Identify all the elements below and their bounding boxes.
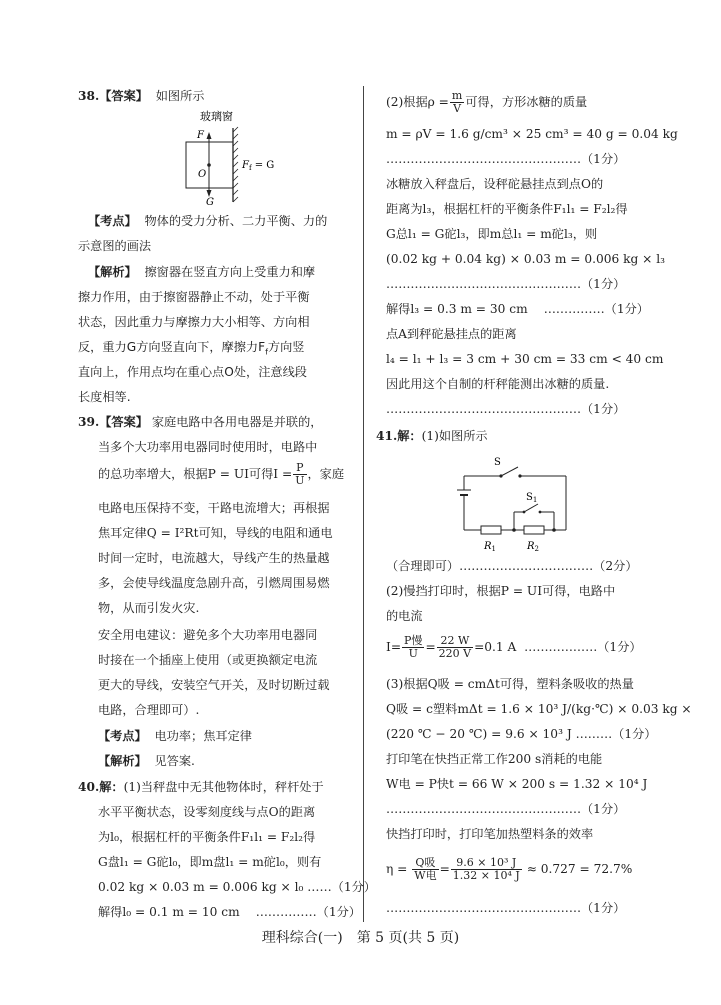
q39-line6: 时间一定时，电流越大，导线产生的热量越 [98,551,330,565]
ff-equals-g: $F_f = G$ [242,160,275,172]
q39-frac-den: U [295,474,305,487]
q40-r-line4: 冰糖放入秤盘后，设秤砣悬挂点到点O的 [386,177,604,191]
q39-line8: 物，从而引发火灾. [98,601,200,615]
q39-kaodian-text: 电功率；焦耳定律 [154,729,252,743]
q40-r-line9: 解得l₃ = 0.3 m = 30 cm ……………（1分） [386,302,649,316]
q38-jiexi-line3: 状态，因此重力与摩擦力大小相等、方向相 [78,315,310,329]
q41-efficiency-equation: η = $\frac{\text{Q吸}}{\text{W电}}$ = $\frac{\text{9.6 × 10³ J}}{\text{1.32 × 10⁴ J}}$ ≈ 0.727 = 72.7% [386,856,633,882]
q40-r-line7: (0.02 kg + 0.04 kg) × 0.03 m = 0.006 kg × l₃ [386,252,666,266]
q41-number: 41. [376,429,398,443]
q40-line6: 解得l₀ = 0.1 m = 10 cm ……………（1分） [98,905,361,919]
q41-line4: 的电流 [386,609,423,623]
friction-arrowhead [207,132,212,139]
q41-line11: 快挡打印时，打印笔加热塑料条的效率 [386,827,594,841]
q41-line5: (3)根据Q吸 = cmΔt可得，塑料条吸收的热量 [386,677,634,691]
q41-line12: …………………………………………（1分） [386,901,626,915]
q41-line9: W电 = P快t = 66 W × 200 s = 1.32 × 10⁴ J [386,777,648,791]
s1-label: $S_1$ [526,492,538,504]
q38-kaodian-tag: 【考点】 [88,214,137,228]
q39-line3: 的总功率增大，根据P = UI可得I = $\frac{P}{U}$ ，家庭 [98,461,345,487]
q39-line7: 多，会使导线温度急剧升高，引燃周围易燃 [98,576,330,590]
q40-r-line2: m = ρV = 1.6 g/cm³ × 25 cm³ = 40 g = 0.04 kg [386,127,678,141]
glass-hatch [233,127,238,202]
q39-line9: 安全用电建议：避免多个大功率用电器同 [98,628,318,642]
q40-line1: (1)当秤盘中无其他物体时，秤杆处于 [123,780,324,794]
q38-kaodian [88,213,327,229]
r1-label: $R_1$ [484,541,496,553]
q41-line6: Q吸 = c塑料mΔt = 1.6 × 10³ J/(kg·℃) × 0.03 kg × [386,702,692,716]
q41-line8: 打印笔在快挡正常工作200 s消耗的电能 [386,752,603,766]
r2-label: $R_2$ [527,541,539,553]
page-footer: 理科综合(一) 第 5 页(共 5 页) [261,930,460,946]
q39-line1: 家庭电路中各用电器是并联的， [151,415,323,429]
q39-line12: 电路，合理即可）. [98,703,200,717]
q39-jiexi-tag: 【解析】 [98,754,147,768]
q40-line5: 0.02 kg × 0.03 m = 0.006 kg × l₀ ……（1分） [98,880,376,894]
q40-r-line1: (2)根据ρ = $\frac{m}{V}$ 可得，方形冰糖的质量 [386,89,588,115]
q38-jiexi-line6: 长度相等. [78,390,131,404]
q38-jiexi-tag: 【解析】 [88,265,137,279]
q41-line2: （合理即可）……………………………（2分） [386,559,638,573]
q40-r-line11: l₄ = l₁ + l₃ = 3 cm + 30 cm = 33 cm < 40 cm [386,352,664,366]
q39-line4: 电路电压保持不变，干路电流增大；再根据 [98,501,330,515]
f-label: F [197,130,204,141]
q38-answer-tag: 【答案】 [99,89,148,103]
q40-r-line13: …………………………………………（1分） [386,402,626,416]
q40-line2: 水平平衡状态，设零刻度线与点O的距离 [98,805,316,819]
q40-line4: G盘l₁ = G砣l₀，即m盘l₁ = m砣l₀，则有 [98,855,322,869]
q38-jiexi [88,264,315,280]
q39-number: 39. [78,415,100,429]
rho-frac-den: V [453,102,462,115]
q40-head-line [78,779,324,795]
q39-kaodian-tag: 【考点】 [98,729,147,743]
q39-kaodian [98,728,252,744]
q39-answer-tag: 【答案】 [99,415,148,429]
q41-head: 解： [397,429,422,443]
q40-r-line8: …………………………………………（1分） [386,277,626,291]
q39-jiexi [98,753,195,769]
q41-head-line [376,428,488,444]
q38-force-diagram [178,106,298,206]
switch-s [501,467,518,476]
q39-line11: 更大的导线，安装空气开关，及时切断过载 [98,678,330,692]
q41-line1: (1)如图所示 [421,429,488,443]
q38-jiexi-line5: 直向上，作用点均在重心点O处，注意线段 [78,365,307,379]
s-label: S [494,457,501,468]
q40-head: 解： [99,780,124,794]
q38-jiexi-line4: 反，重力G方向竖直向下，摩擦力$F_f$方向竖 [78,340,305,357]
q38-jiexi-line2: 擦力作用，由于擦窗器静止不动，处于平衡 [78,290,310,304]
rho-frac-num: m [451,89,463,102]
q41-circuit-diagram [446,450,576,556]
switch-s1 [524,504,538,512]
q40-r-line3: …………………………………………（1分） [386,152,626,166]
o-label: O [198,169,207,180]
q40-r-line5: 距离为l₃，根据杠杆的平衡条件F₁l₁ = F₂l₂得 [386,202,628,216]
q38-jiexi-line1: 擦窗器在竖直方向上受重力和摩 [144,265,316,279]
q39-jiexi-text: 见答案. [154,754,195,768]
q40-number: 40. [78,780,100,794]
gravity-arrowhead [207,190,212,197]
window-label: 玻璃窗 [200,110,233,123]
q41-current-equation: I= $\frac{\text{P慢}}{U}$ = $\frac{22 W}{220 V}$ =0.1 A ………………（1分） [386,634,642,660]
q38-kaodian-line2: 示意图的画法 [78,239,152,253]
q39-line10: 时接在一个插座上使用（或更换额定电流 [98,653,318,667]
q41-line7: (220 ℃ − 20 ℃) = 9.6 × 10³ J ………（1分） [386,727,657,741]
q40-r-line6: G总l₁ = G砣l₃，即m总l₁ = m砣l₃，则 [386,227,598,241]
q39-line5: 焦耳定律Q = I²Rt可知，导线的电阻和通电 [98,526,333,540]
q39-frac-num: P [293,462,306,475]
g-label: G [206,197,214,206]
q40-r-line12: 因此用这个自制的杆秤能测出冰糖的质量. [386,377,610,391]
q39-line2: 当多个大功率用电器同时使用时，电路中 [98,440,318,454]
q40-r-line10: 点A到秤砣悬挂点的距离 [386,327,517,341]
q41-line3: (2)慢挡打印时，根据P = UI可得，电路中 [386,584,616,598]
resistor-r2 [524,526,544,534]
q39-answer-line [78,414,322,430]
q38-number: 38. [78,89,100,103]
resistor-r1 [481,526,501,534]
q38-answer-text: 如图所示 [155,89,205,103]
q41-line10: …………………………………………（1分） [386,802,626,816]
column-divider [363,86,364,922]
q38-kaodian-line1: 物体的受力分析、二力平衡、力的 [144,214,328,228]
q40-line3: 为l₀，根据杠杆的平衡条件F₁l₁ = F₂l₂得 [98,830,316,844]
q38-answer-line [78,88,204,104]
